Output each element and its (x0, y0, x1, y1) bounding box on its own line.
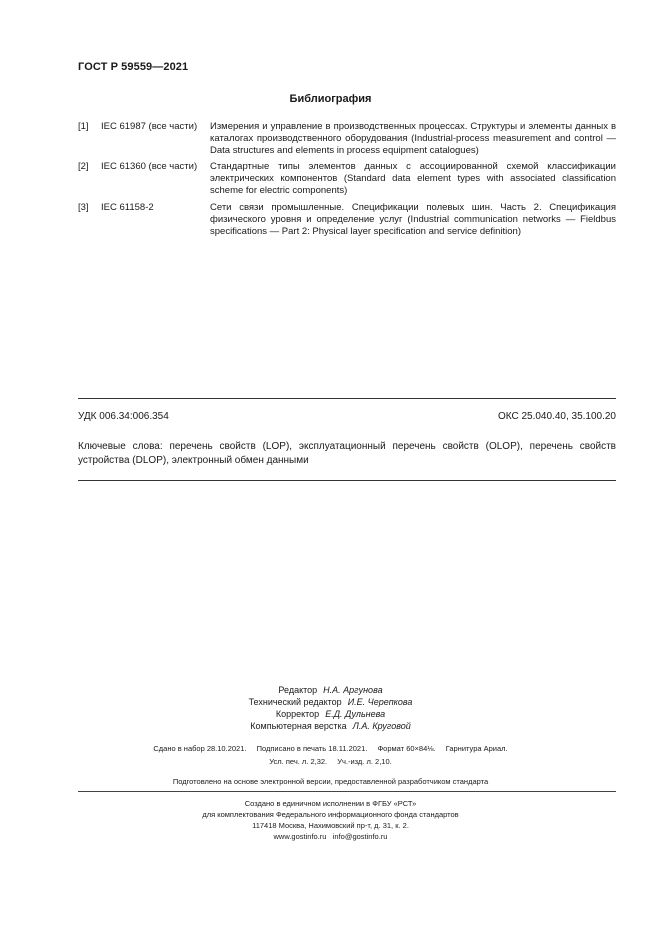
publication-details-line2 (0, 757, 661, 766)
credit-layout (0, 720, 661, 732)
publisher-sheets: Уч.-изд. л. 2,10. (337, 757, 392, 766)
entry-text: Сети связи промышленные. Спецификации полевых шин. Часть 2. Спецификация физического уровня и определение услуг (Industrial communication networks — Fieldbus specifications — Part 2: Physical layer specification and service definition) (210, 202, 616, 237)
credit-name: Е.Д. Дульнева (325, 709, 386, 719)
bibliography-entry (78, 121, 616, 157)
typeset-date: Сдано в набор 28.10.2021. (153, 744, 247, 753)
credit-name: И.Е. Черепкова (347, 697, 413, 707)
credit-role: Корректор (275, 709, 320, 719)
printer-block (0, 798, 661, 842)
typeface: Гарнитура Ариал. (445, 744, 508, 753)
entry-number: [3] (78, 202, 89, 213)
udk-code: УДК 006.34:006.354 (78, 411, 169, 422)
printer-line1: Создано в единичном исполнении в ФГБУ «РСТ» (244, 799, 417, 808)
printer-website[interactable]: www.gostinfo.ru (273, 832, 327, 841)
credit-role: Редактор (278, 685, 318, 695)
entry-text: Стандартные типы элементов данных с ассоциированной схемой классификации электрических компонентов (Standard data element types with associated classification scheme for electric components) (210, 161, 616, 196)
entry-code: IEC 61360 (все части) (101, 161, 198, 172)
printer-email[interactable]: info@gostinfo.ru (332, 832, 388, 841)
entry-code: IEC 61158-2 (101, 202, 154, 213)
format: Формат 60×84⅛. (377, 744, 436, 753)
oks-code: ОКС 25.040.40, 35.100.20 (497, 411, 616, 422)
printer-line2: для комплектования Федерального информационного фонда стандартов (202, 810, 459, 819)
credit-technical-editor (0, 696, 661, 708)
printer-address: 117418 Москва, Нахимовский пр-т, д. 31, к. 2. (252, 821, 409, 830)
prepared-note: Подготовлено на основе электронной версии, предоставленной разработчиком стандарта (172, 777, 489, 786)
keywords: Ключевые слова: перечень свойств (LOP), эксплуатационный перечень свойств (OLOP), перечень свойств устройства (DLOP), электронный обмен данными (78, 441, 616, 466)
credit-name: Л.А. Круговой (352, 721, 411, 731)
bibliography-entry (78, 202, 616, 238)
entry-number: [1] (78, 121, 89, 132)
print-sheets: Усл. печ. л. 2,32. (269, 757, 328, 766)
credit-corrector (0, 708, 661, 720)
credit-role: Технический редактор (248, 697, 342, 707)
credit-editor (0, 684, 661, 696)
publication-details-line1 (0, 744, 661, 753)
printer-contacts (0, 831, 661, 842)
publication-divider (78, 791, 616, 792)
bibliography-title: Библиография (289, 93, 372, 105)
standard-number: ГОСТ Р 59559—2021 (78, 61, 189, 73)
entry-number: [2] (78, 161, 89, 172)
credit-role: Компьютерная верстка (250, 721, 347, 731)
credits-block (0, 684, 661, 732)
keywords-divider (78, 480, 616, 481)
signed-date: Подписано в печать 18.11.2021. (256, 744, 368, 753)
bibliography-entry (78, 161, 616, 197)
credit-name: Н.А. Аргунова (323, 685, 383, 695)
top-divider (78, 398, 616, 399)
entry-code: IEC 61987 (все части) (101, 121, 198, 132)
entry-text: Измерения и управление в производственных процессах. Структуры и элементы данных в каталогах производственного оборудования (Industrial-process measurement and control — Data structures and elements in process equipment catalogues) (210, 121, 616, 156)
